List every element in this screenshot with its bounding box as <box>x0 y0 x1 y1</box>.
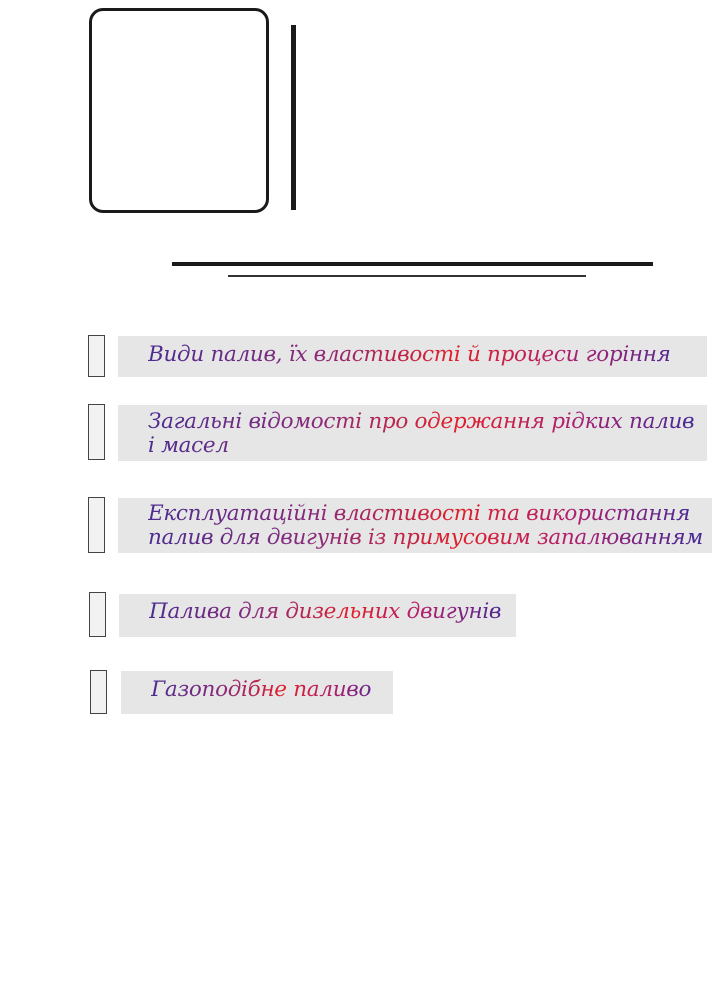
section-3[interactable] <box>118 498 712 553</box>
section-1[interactable] <box>118 336 707 377</box>
section-5[interactable] <box>121 671 393 714</box>
title-rule-thin <box>228 275 586 277</box>
section-marker-1 <box>88 335 105 377</box>
section-2-title-line-2: і масел <box>148 434 707 458</box>
section-2[interactable] <box>118 405 707 461</box>
section-2-title-line-1: Загальні відомості про одержання рідких палив <box>148 410 707 434</box>
section-3-title-line-1: Експлуатаційні властивості та використання <box>148 502 712 526</box>
section-4-title: Палива для дизельних двигунів <box>149 600 516 624</box>
section-marker-3 <box>88 497 105 553</box>
section-1-title: Види палив, їх властивості й процеси горіння <box>148 343 707 367</box>
title-rule-thick <box>172 262 653 266</box>
section-5-title: Газоподібне паливо <box>151 678 393 702</box>
section-3-title-line-2: палив для двигунів із примусовим запалюванням <box>148 526 712 550</box>
logo-frame <box>89 8 269 213</box>
section-marker-4 <box>89 592 106 637</box>
section-marker-2 <box>88 404 105 460</box>
section-marker-5 <box>90 670 107 714</box>
vertical-divider <box>291 25 296 210</box>
section-4[interactable] <box>119 594 516 637</box>
